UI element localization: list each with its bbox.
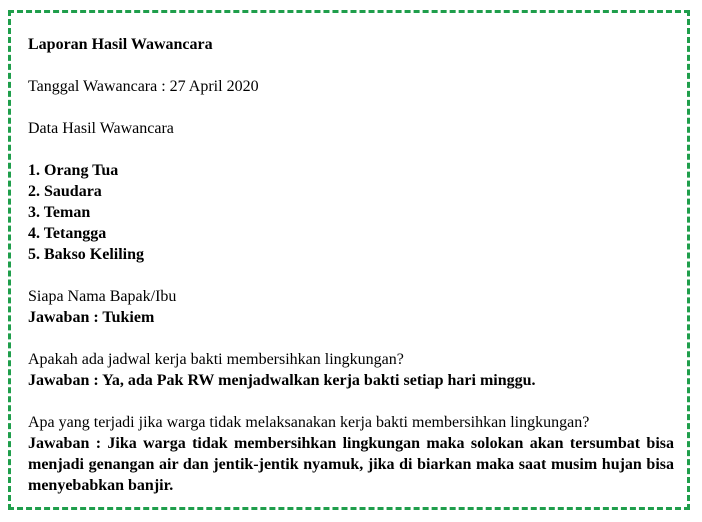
spacer xyxy=(28,55,674,76)
answer-1: Jawaban : Tukiem xyxy=(28,309,155,326)
question-3: Apa yang terjadi jika warga tidak melaksanakan kerja bakti membersihkan lingkungan? xyxy=(28,414,590,431)
report-content xyxy=(28,34,674,496)
report-title: Laporan Hasil Wawancara xyxy=(28,36,213,53)
section-heading: Data Hasil Wawancara xyxy=(28,120,174,137)
list-item: 4. Tetangga xyxy=(28,225,107,242)
spacer xyxy=(28,265,674,286)
spacer xyxy=(28,97,674,118)
answer-2: Jawaban : Ya, ada Pak RW menjadwalkan kerja bakti setiap hari minggu. xyxy=(28,372,536,389)
respondent-list xyxy=(28,160,674,265)
interview-date: Tanggal Wawancara : 27 April 2020 xyxy=(28,78,259,95)
spacer xyxy=(28,328,674,349)
spacer xyxy=(28,391,674,412)
list-item: 5. Bakso Keliling xyxy=(28,246,145,263)
question-2: Apakah ada jadwal kerja bakti membersihkan lingkungan? xyxy=(28,351,404,368)
list-item: 2. Saudara xyxy=(28,183,102,200)
list-item: 1. Orang Tua xyxy=(28,162,119,179)
list-item: 3. Teman xyxy=(28,204,91,221)
spacer xyxy=(28,139,674,160)
answer-3: Jawaban : Jika warga tidak membersihkan lingkungan maka solokan akan tersumbat bisa menjadi genangan air dan jentik-jentik nyamuk, jika di biarkan maka saat musim hujan bisa menyebabkan banjir. xyxy=(28,435,674,494)
question-1: Siapa Nama Bapak/Ibu xyxy=(28,288,177,305)
